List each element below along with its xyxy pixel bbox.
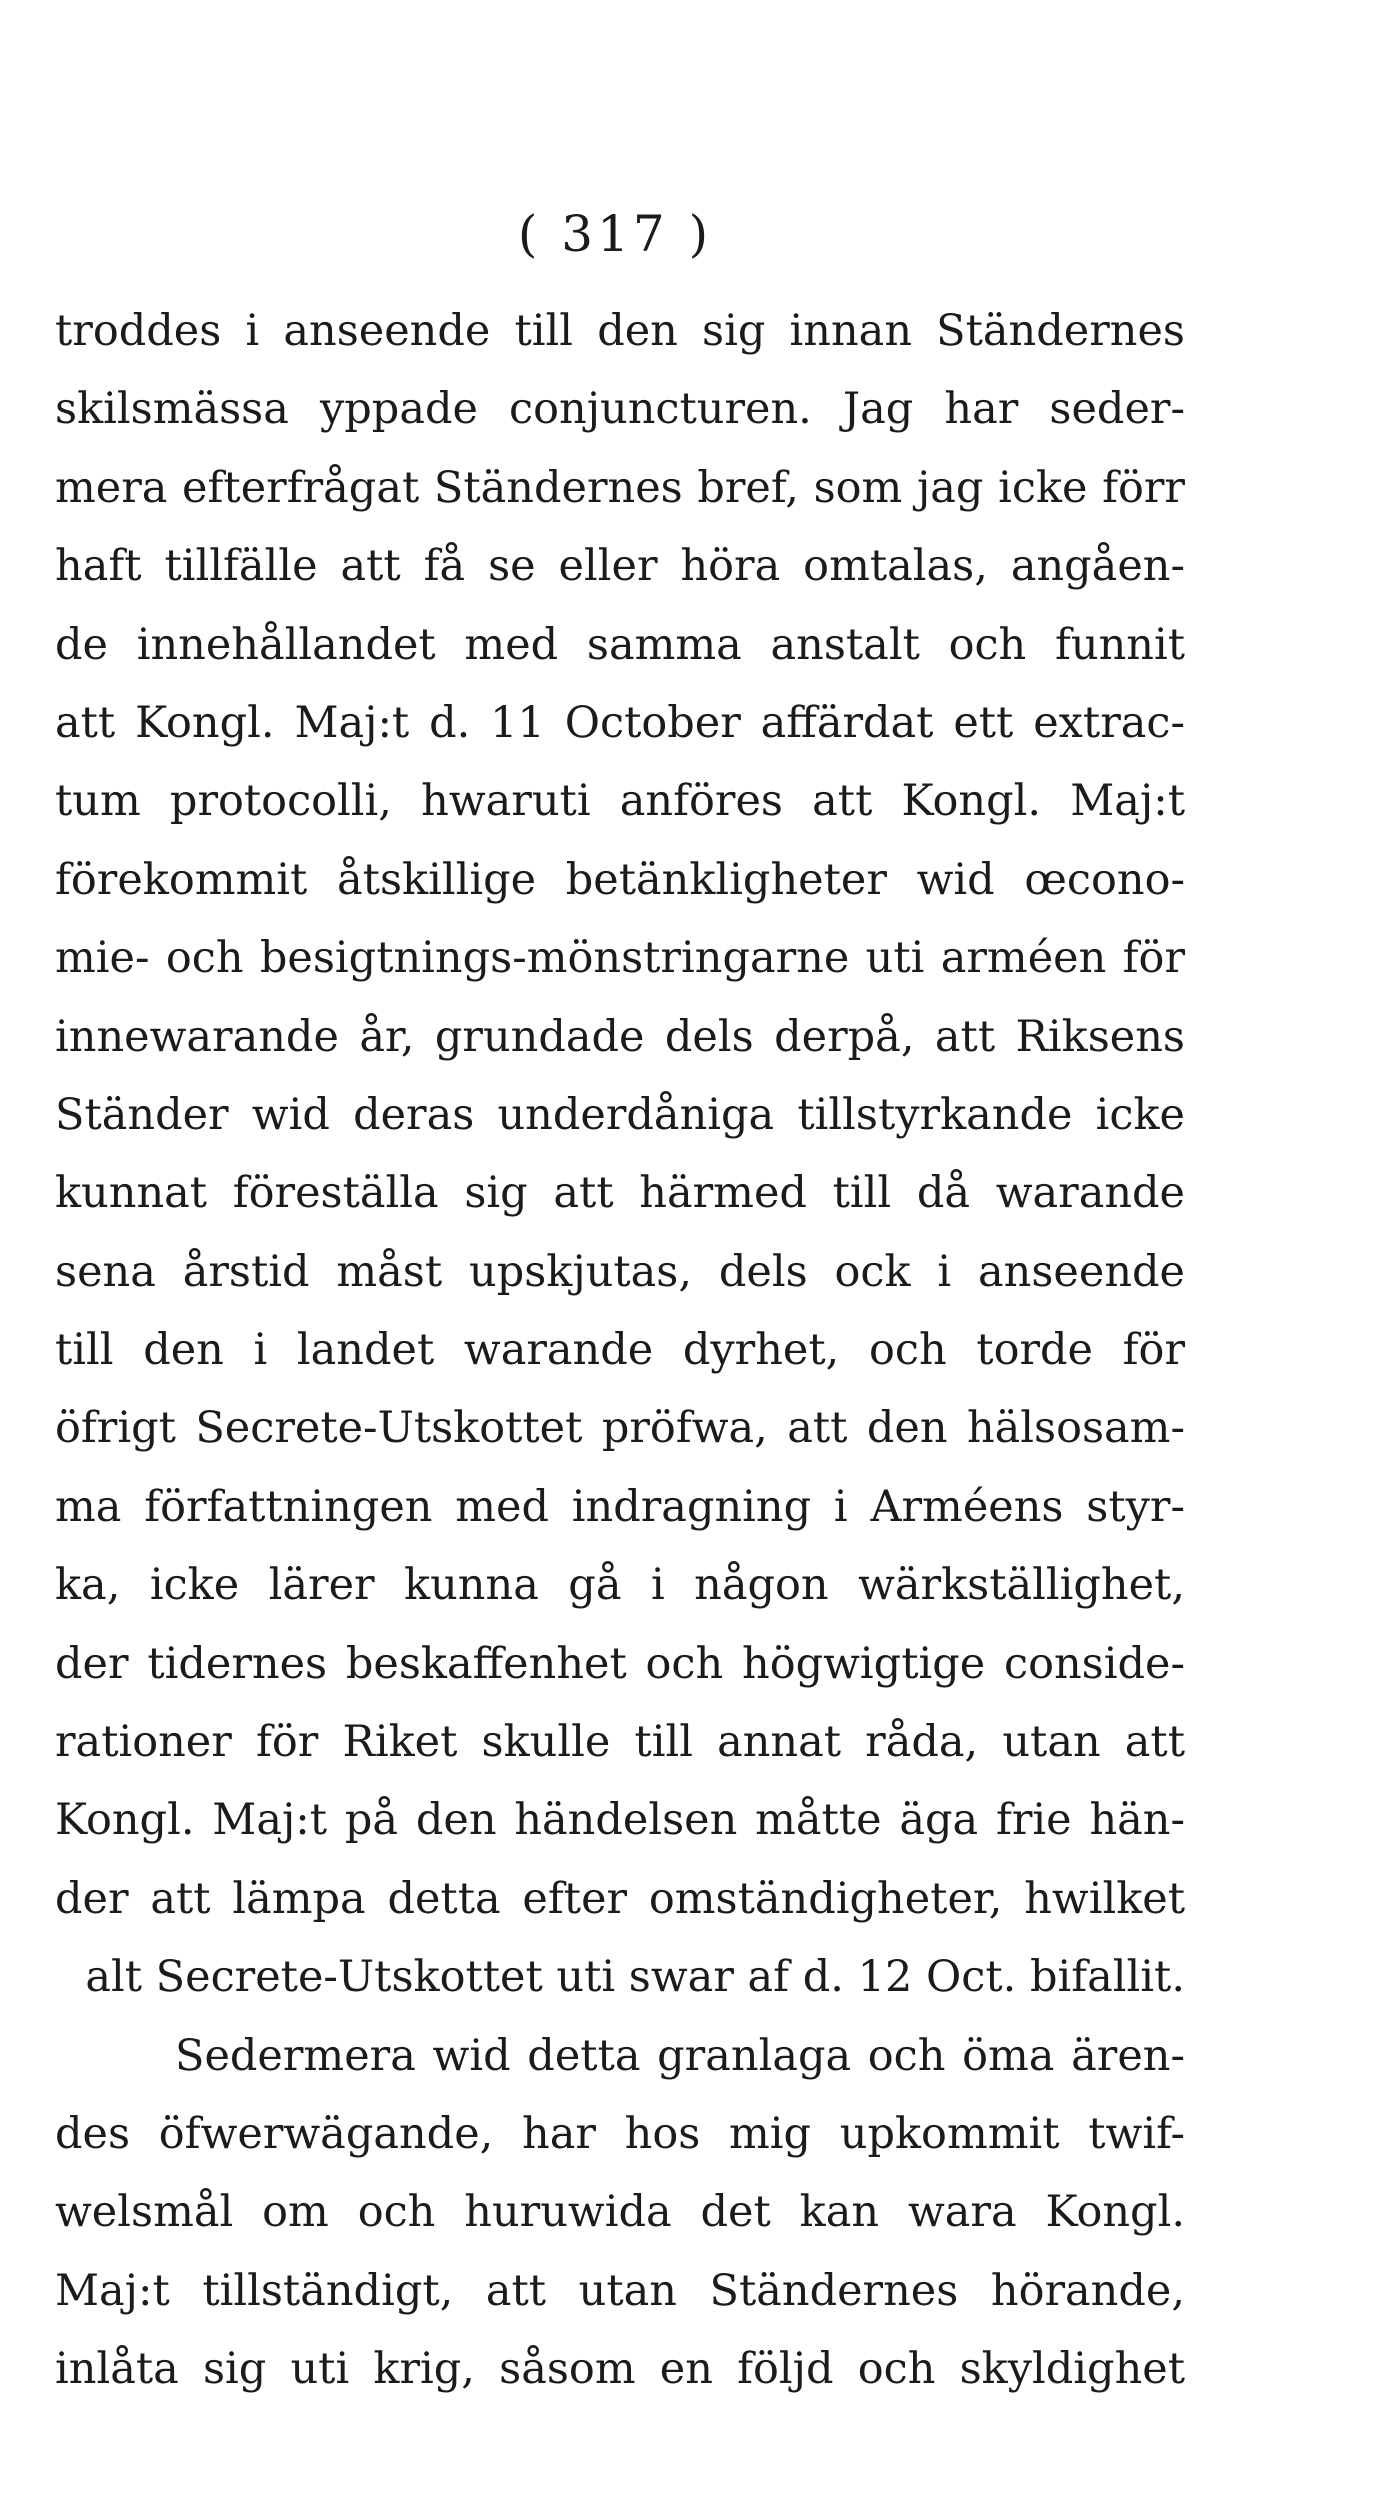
page-number: ( 317 ) [517, 205, 713, 263]
text-line: rationer för Riket skulle till annat råda, utan att [55, 1717, 1185, 1768]
text-line: kunnat föreställa sig att härmed till då warande [55, 1168, 1185, 1219]
text-line: welsmål om och huruwida det kan wara Kongl. [55, 2187, 1185, 2238]
text-line: de innehållandet med samma anstalt och funnit [55, 619, 1185, 670]
text-line: till den i landet warande dyrhet, och torde för [55, 1325, 1185, 1376]
text-line: att Kongl. Maj:t d. 11 October affärdat ett extrac- [55, 697, 1185, 748]
text-line: sena årstid måst upskjutas, dels ock i anseende [55, 1246, 1185, 1297]
text-line: ma författningen med indragning i Arméens styr- [55, 1481, 1185, 1532]
text-line: skilsmässa yppade conjuncturen. Jag har seder- [55, 384, 1185, 435]
text-line: inlåta sig uti krig, såsom en följd och skyldighet [55, 2344, 1185, 2395]
text-line: mera efterfrågat Ständernes bref, som jag icke förr [55, 462, 1185, 513]
text-line: Maj:t tillständigt, att utan Ständernes hörande, [55, 2265, 1185, 2316]
text-line: der att lämpa detta efter omständigheter, hwilket [55, 1873, 1185, 1924]
text-line: haft tillfälle att få se eller höra omtalas, angåen- [55, 541, 1185, 592]
text-line: des öfwerwägande, har hos mig upkommit twif- [55, 2108, 1185, 2159]
body-text [55, 292, 1185, 2409]
text-line: mie- och besigtnings-mönstringarne uti arméen för [55, 933, 1185, 984]
text-line: alt Secrete-Utskottet uti swar af d. 12 Oct. bifallit. [85, 1952, 1185, 2003]
text-line: Kongl. Maj:t på den händelsen måtte äga frie hän- [55, 1795, 1185, 1846]
text-line: troddes i anseende till den sig innan Ständernes [55, 306, 1185, 356]
text-line: tum protocolli, hwaruti anföres att Kongl. Maj:t [55, 776, 1185, 827]
text-line: Sedermera wid detta granlaga och öma ären- [175, 2030, 1185, 2081]
text-line: der tidernes beskaffenhet och högwigtige conside- [55, 1638, 1185, 1689]
text-line: förekommit åtskillige betänkligheter wid œcono- [55, 854, 1185, 905]
text-line: Ständer wid deras underdåniga tillstyrkande icke [55, 1089, 1185, 1140]
text-line: öfrigt Secrete-Utskottet pröfwa, att den hälsosam- [55, 1403, 1185, 1454]
text-line: innewarande år, grundade dels derpå, att Riksens [55, 1011, 1185, 1062]
text-line: ka, icke lärer kunna gå i någon wärkställighet, [55, 1560, 1185, 1611]
